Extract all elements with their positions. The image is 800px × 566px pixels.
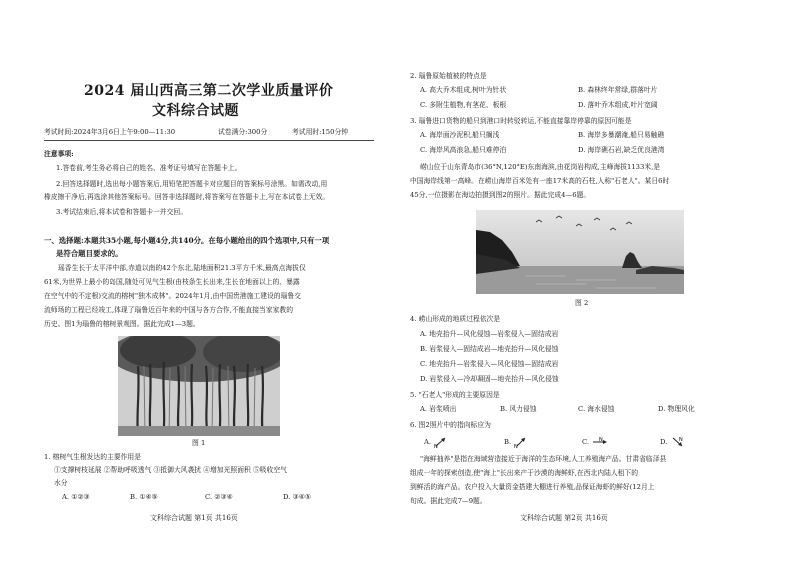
notes-title: 注意事项: <box>44 150 74 158</box>
question-2-option-b[interactable]: B. 森林终年常绿,群落叶片 <box>578 86 658 94</box>
question-3-option-c[interactable]: C. 海岸风高浪急,船只难停泊 <box>420 146 507 154</box>
question-4-option-c[interactable]: C. 地壳抬升—岩浆侵入—风化侵蚀—固结成岩 <box>420 360 559 368</box>
question-6-option-d[interactable] <box>660 436 686 448</box>
question-5-option-a[interactable]: A. 岩浆喷出 <box>420 405 457 413</box>
question-4-stem: 4. 崂山形成的地质过程依次是 <box>410 315 501 323</box>
question-3-option-a[interactable]: A. 海岸面沙泥积,船只搁浅 <box>420 131 500 139</box>
svg-text:N: N <box>514 444 519 448</box>
question-1-option-b[interactable]: B. ①④⑤ <box>130 493 158 501</box>
passage-line: 在空气中的不定根)交流的榕树"独木成林"。2024年1月,由中国贵港施工建设的瑙鲁交 <box>44 292 301 300</box>
question-4-option-a[interactable]: A. 地壳抬升—风化侵蚀—岩浆侵入—固结成岩 <box>420 330 559 338</box>
north-arrow-icon <box>670 436 686 448</box>
figure-1-banyan-photo <box>118 336 280 436</box>
passage-2-line: 中国海岸线第一高峰。在崂山海岸百米处有一座17米高的石柱,人称"石老人"。某日6时 <box>410 177 670 185</box>
question-1-items-cont: 水分 <box>54 479 68 487</box>
north-arrow-icon <box>591 436 609 448</box>
figure-2-caption: 图 2 <box>575 299 589 307</box>
question-3-stem: 3. 瑙鲁进口货物的船只到港口时转驳转运,不能直接靠岸停靠的原因可能是 <box>410 117 632 125</box>
north-arrow-icon <box>433 436 449 448</box>
svg-text:N: N <box>434 444 438 448</box>
page-two <box>400 0 800 566</box>
question-6-option-a-label: A. <box>424 438 432 446</box>
passage-3-line: 旬成。据此完成7—9题。 <box>410 497 487 505</box>
passage-3-line: "海鲜抽养"是指在海域营造接近于海洋的生态环境,人工养殖海产品。甘肃省临泽县 <box>420 455 667 463</box>
question-6-option-a[interactable] <box>424 436 449 448</box>
question-4-option-d[interactable]: D. 岩浆侵入—冷却凝固—地壳抬升—风化侵蚀 <box>420 375 559 383</box>
passage-line: 流师场的工程已经竣工,体现了瑙鲁近百年来的中国与各方合作,不能直接当家家教的 <box>44 306 294 314</box>
svg-text:N: N <box>599 437 604 443</box>
section-header-cont: 是符合题目要求的。 <box>56 249 123 258</box>
question-2-option-c[interactable]: C. 多附生植物,有茎花、板根 <box>420 101 507 109</box>
passage-line: 瑶香生长于太平洋中部,赤道以南的42个东北,陆地面积21.3平方千米,最高点海拔仅 <box>58 264 306 272</box>
figure-2-coast-photo <box>476 210 684 294</box>
passage-2-line: 崂山位于山东青岛市(36°N,120°E)东南海滨,由花岗岩构成,主峰海拔1133米,是 <box>420 163 661 171</box>
exam-duration: 考试用时:150分钟 <box>292 128 349 136</box>
note-line: 1.答卷前,考生务必将自己的姓名、准考证号填写在答题卡上。 <box>56 164 242 172</box>
passage-2-line: 45分,一位摄影在海边拍摄到图2的照片。据此完成4—6题。 <box>410 191 591 199</box>
passage-3-line: 组成一年的探索创造,使"海上"长出来产于沙漠的海鲜虾,在西北内陆人租下的 <box>410 469 639 477</box>
question-1-option-c[interactable]: C. ②③④ <box>205 493 233 501</box>
exam-time: 考试时间:2024年3月6日上午9:00—11:30 <box>44 128 176 136</box>
header-divider <box>44 140 374 141</box>
passage-line: 历史。图1为瑙鲁的榕树景观图。据此完成1—3题。 <box>44 320 200 328</box>
question-6-option-b[interactable] <box>504 436 529 448</box>
figure-1-caption: 图 1 <box>192 439 206 447</box>
question-3-option-d[interactable]: D. 海岸礁石岩,缺乏优良港湾 <box>578 146 665 154</box>
exam-score: 试卷满分:300分 <box>218 128 268 136</box>
question-6-option-c[interactable] <box>582 436 609 448</box>
question-5-option-d[interactable]: D. 物理风化 <box>658 405 695 413</box>
section-header: 一、选择题:本题共35小题,每小题4分,共140分。在每小题给出的四个选项中,只有一项 <box>44 236 330 245</box>
question-5-option-c[interactable]: C. 海水侵蚀 <box>578 405 615 413</box>
question-3-option-b[interactable]: B. 海岸多暴潮淹,船只易触礁 <box>578 131 665 139</box>
question-2-option-a[interactable]: A. 高大乔木组成,树叶为针状 <box>420 86 507 94</box>
question-2-stem: 2. 瑙鲁原始植被的特点是 <box>410 72 487 80</box>
question-6-stem: 6. 图2照片中的指向标应为 <box>410 421 491 429</box>
question-2-option-d[interactable]: D. 落叶乔木组成,叶片宽阔 <box>578 101 658 109</box>
exam-subtitle: 文科综合试题 <box>152 103 239 119</box>
question-1-option-a[interactable]: A. ①②③ <box>62 493 90 501</box>
page-footer: 文科综合试题 第1页 共16页 <box>150 514 238 522</box>
note-line: 橡皮擦干净后,再选涂其他答案标号。回答非选择题时,将答案写在答题卡上,写在本试卷上无效。 <box>44 193 330 201</box>
exam-title: 2024 届山西高三第二次学业质量评价 <box>84 83 334 99</box>
north-arrow-icon <box>513 436 529 448</box>
svg-text:N: N <box>678 437 683 443</box>
question-5-stem: 5. "石老人"形成的主要原因是 <box>410 391 500 399</box>
question-4-option-b[interactable]: B. 岩浆侵入—固结成岩—地壳抬升—风化侵蚀 <box>420 345 559 353</box>
question-1-stem: 1. 榕树气生根发达的主要作用是 <box>44 453 142 461</box>
question-1-option-d[interactable]: D. ③④⑤ <box>283 493 311 501</box>
question-5-option-b[interactable]: B. 风力侵蚀 <box>500 405 537 413</box>
question-1-items: ①支撑树枝延展 ②帮助呼吸透气 ③抵御大风袭扰 ④增加光照面积 ⑤吸收空气 <box>54 466 287 474</box>
passage-line: 61米,为世界上最小的岛国,随处可见气生根(由枝条生长出来,生长在地面以上的、暴露 <box>44 278 300 286</box>
note-line: 2.回答选择题时,选出每小题答案后,用铅笔把答题卡对应题目的答案标号涂黑。如需改动,用 <box>56 180 328 188</box>
page-footer: 文科综合试题 第2页 共16页 <box>520 514 608 522</box>
question-6-option-c-label: C. <box>582 438 590 446</box>
question-6-option-d-label: D. <box>660 438 668 446</box>
question-6-option-b-label: B. <box>504 438 512 446</box>
note-line: 3.考试结束后,将本试卷和答题卡一并交回。 <box>56 208 187 216</box>
passage-3-line: 到鲜活的海产品。农户投入大量资金搭建大棚进行养殖,品保证海虾的鲜好(12月上 <box>410 483 655 491</box>
